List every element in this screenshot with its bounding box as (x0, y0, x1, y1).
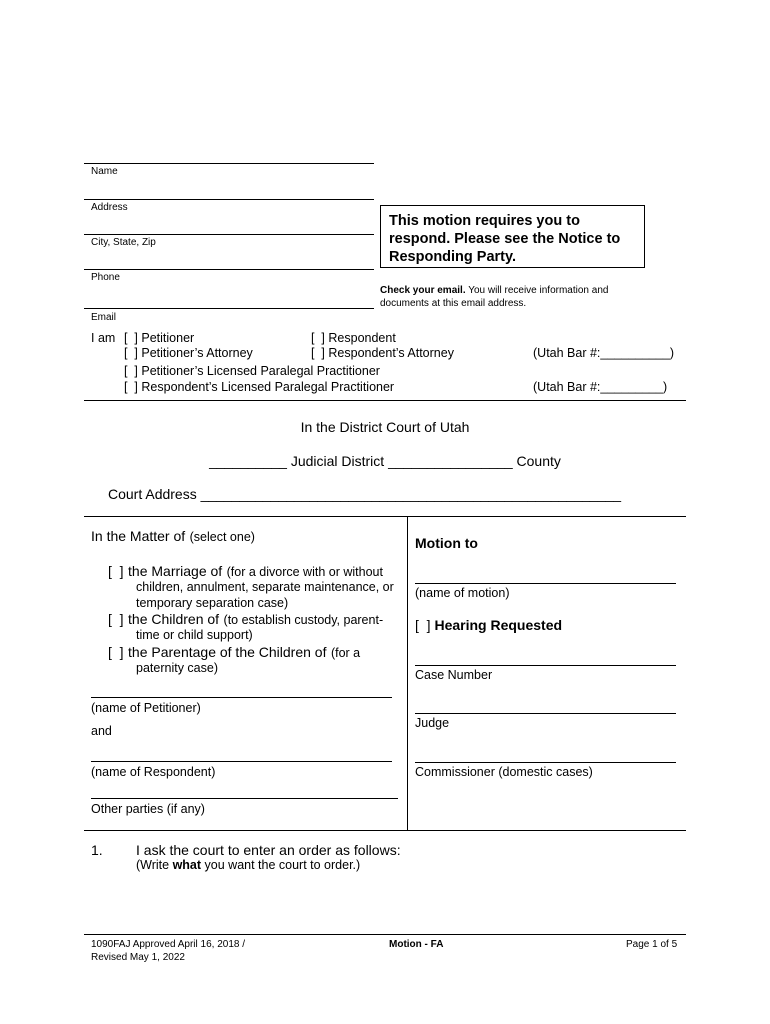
petitioner-name-line[interactable] (91, 697, 392, 698)
and-label: and (91, 724, 112, 738)
petitioner-paralegal-label: Petitioner’s Licensed Paralegal Practitioner (141, 364, 380, 378)
footer-page-number: Page 1 of 5 (626, 939, 678, 950)
respondent-attorney-label: Respondent’s Attorney (328, 346, 454, 360)
checkbox-bracket: [ ] (108, 644, 124, 660)
instruction-pre: (Write (136, 858, 173, 872)
petitioner-checkbox[interactable] (124, 331, 194, 345)
judicial-district-line[interactable]: __________ Judicial District ________________ County (209, 453, 561, 469)
parentage-note: (for a (330, 646, 361, 660)
respondent-name-line[interactable] (91, 761, 392, 762)
name-label: Name (91, 166, 118, 177)
checkbox-bracket: [ ] (311, 331, 325, 345)
petitioner-label: Petitioner (141, 331, 195, 345)
parentage-label: the Parentage of the Children of (128, 644, 327, 660)
respondent-label: Respondent (328, 331, 396, 345)
court-title: In the District Court of Utah (300, 419, 470, 435)
hearing-requested-label: Hearing Requested (434, 617, 563, 633)
other-parties-label: Other parties (if any) (91, 802, 205, 816)
check-email-note (380, 284, 655, 310)
marriage-note-line3: temporary separation case) (136, 596, 289, 610)
respondent-paralegal-checkbox[interactable] (124, 380, 394, 394)
checkbox-bracket: [ ] (108, 611, 124, 627)
caption-divider (407, 516, 408, 830)
checkbox-bracket: [ ] (124, 364, 138, 378)
marriage-option[interactable] (108, 563, 383, 581)
matter-select-note: (select one) (189, 530, 255, 544)
check-email-bold: Check your email. (380, 285, 466, 296)
check-email-rest: You will receive information and documents at this email address. (380, 285, 609, 309)
case-number-label: Case Number (415, 668, 493, 682)
address-line[interactable] (84, 199, 374, 200)
court-address-line[interactable]: Court Address ______________________________________________________ (108, 486, 622, 502)
checkbox-bracket: [ ] (124, 331, 138, 345)
i-am-label: I am (91, 331, 116, 345)
utah-bar-field-2[interactable]: (Utah Bar #:_________) (533, 380, 668, 394)
commissioner-label: Commissioner (domestic cases) (415, 765, 593, 779)
judge-label: Judge (415, 716, 450, 730)
matter-heading-text: In the Matter of (91, 528, 186, 544)
caption-bottom-border (84, 830, 686, 831)
parentage-note-line2: paternity case) (136, 661, 218, 675)
petitioner-paralegal-checkbox[interactable] (124, 364, 380, 378)
footer-form-id: 1090FAJ Approved April 16, 2018 / (91, 939, 245, 950)
caption-top-border (84, 516, 686, 517)
phone-line[interactable] (84, 269, 374, 270)
checkbox-bracket: [ ] (415, 617, 431, 633)
address-label: Address (91, 202, 128, 213)
utah-bar-field-1[interactable]: (Utah Bar #:__________) (533, 346, 675, 360)
children-note-line2: time or child support) (136, 628, 253, 642)
children-label: the Children of (128, 611, 220, 627)
email-line[interactable] (84, 308, 374, 309)
commissioner-line[interactable] (415, 762, 676, 763)
notice-box: This motion requires you to respond. Please see the Notice to Responding Party. (380, 205, 645, 268)
marriage-note: (for a divorce with or without (226, 565, 383, 579)
motion-title: Motion to (415, 535, 478, 551)
city-line[interactable] (84, 234, 374, 235)
marriage-label: the Marriage of (128, 563, 223, 579)
case-number-line[interactable] (415, 665, 676, 666)
name-line[interactable] (84, 163, 374, 164)
checkbox-bracket: [ ] (108, 563, 124, 579)
footer-rule (84, 934, 686, 935)
parentage-option[interactable] (108, 644, 360, 662)
footer-title: Motion - FA (389, 939, 444, 950)
respondent-name-label: (name of Respondent) (91, 765, 216, 779)
motion-name-label: (name of motion) (415, 586, 510, 600)
city-label: City, State, Zip (91, 237, 156, 248)
petitioner-attorney-label: Petitioner’s Attorney (141, 346, 253, 360)
footer-revised: Revised May 1, 2022 (91, 952, 185, 963)
motion-name-line[interactable] (415, 583, 676, 584)
hearing-requested-checkbox[interactable] (415, 617, 562, 633)
petitioner-name-label: (name of Petitioner) (91, 701, 201, 715)
checkbox-bracket: [ ] (124, 380, 138, 394)
phone-label: Phone (91, 272, 120, 283)
marriage-note-line2: children, annulment, separate maintenance, or (136, 580, 394, 594)
instruction-post: you want the court to order.) (201, 858, 361, 872)
children-note: (to establish custody, parent- (223, 613, 384, 627)
respondent-attorney-checkbox[interactable] (311, 346, 454, 360)
section-number: 1. (91, 842, 103, 858)
respondent-checkbox[interactable] (311, 331, 396, 345)
divider (84, 400, 686, 401)
checkbox-bracket: [ ] (311, 346, 325, 360)
section-instruction (136, 858, 360, 872)
email-label: Email (91, 312, 117, 323)
instruction-bold: what (172, 858, 202, 872)
children-option[interactable] (108, 611, 383, 629)
judge-line[interactable] (415, 713, 676, 714)
other-parties-line[interactable] (91, 798, 398, 799)
checkbox-bracket: [ ] (124, 346, 138, 360)
petitioner-attorney-checkbox[interactable] (124, 346, 253, 360)
matter-heading (91, 528, 255, 546)
section-heading: I ask the court to enter an order as follows: (136, 842, 401, 858)
respondent-paralegal-label: Respondent’s Licensed Paralegal Practitioner (141, 380, 395, 394)
